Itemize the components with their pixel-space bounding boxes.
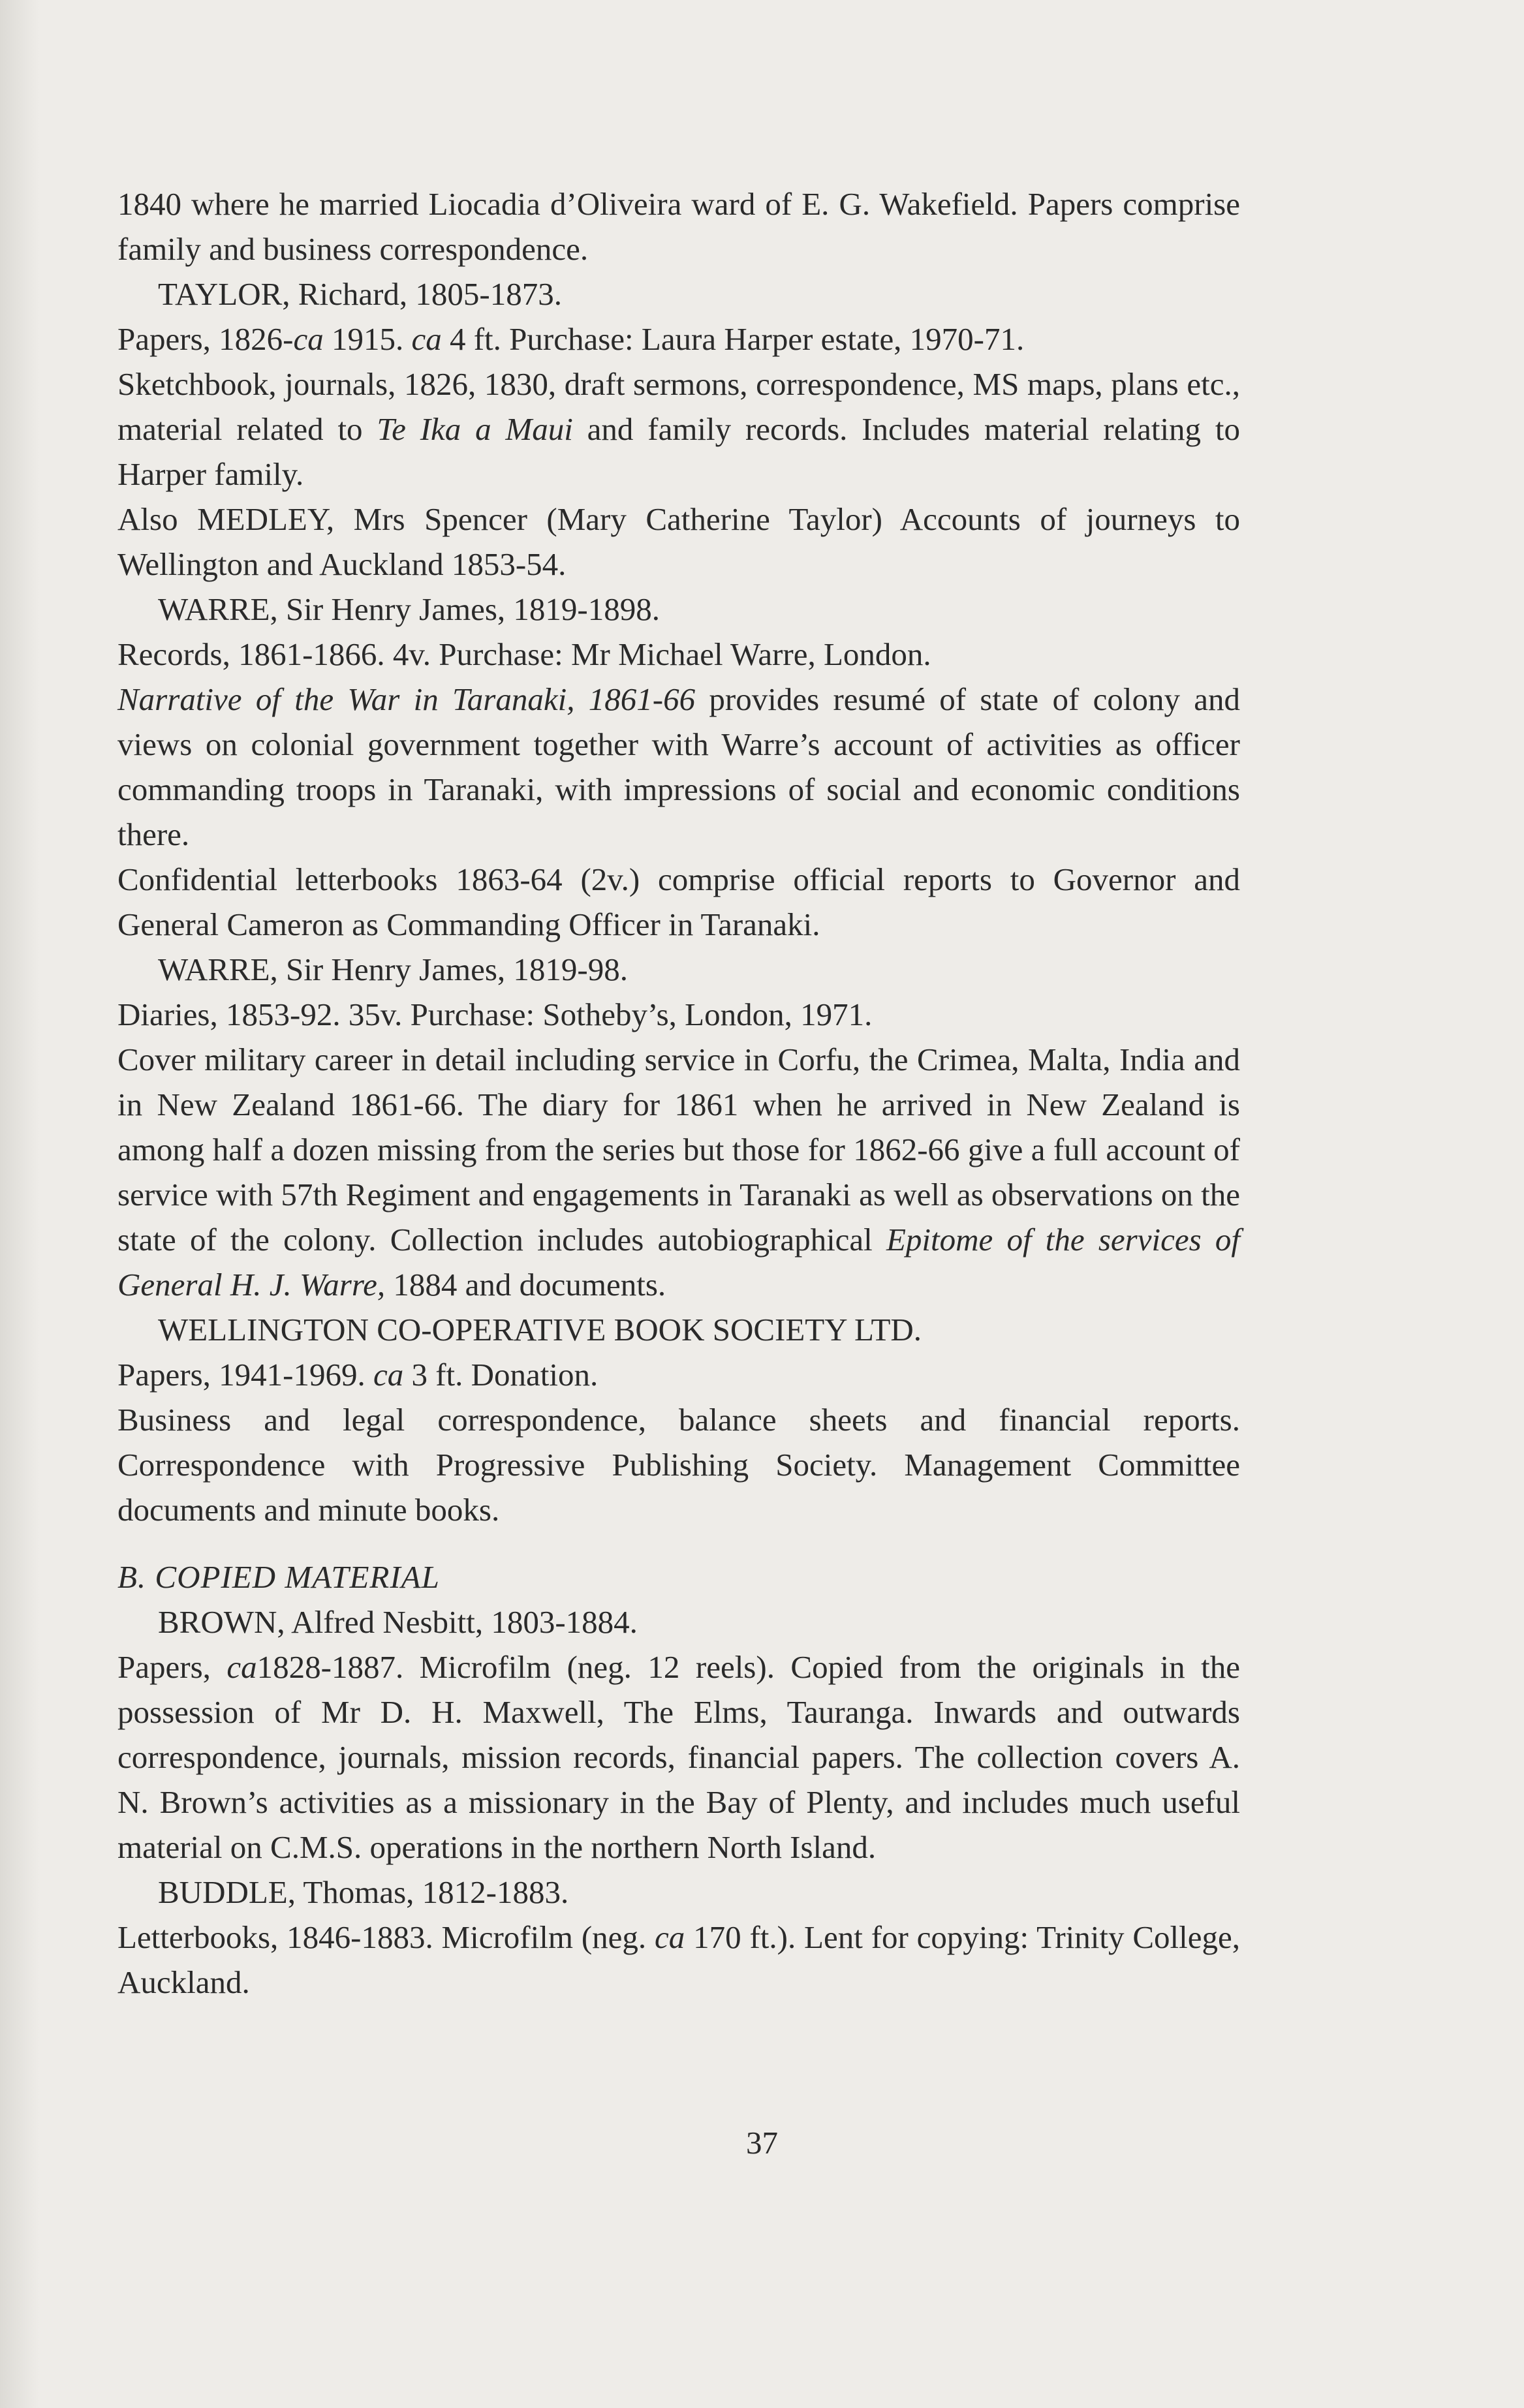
text-run: Confidential letterbooks 1863-64 (2v.) comprise official reports to Governor and General Cameron as Commanding Officer in Taranaki. bbox=[117, 861, 1240, 942]
entry-heading bbox=[117, 1870, 1240, 1915]
page-edge-shadow bbox=[0, 0, 39, 2408]
text-run: WELLINGTON CO-OPERATIVE BOOK SOCIETY LTD. bbox=[158, 1312, 922, 1348]
entry-paragraph bbox=[117, 857, 1240, 947]
section-a-entries bbox=[117, 181, 1240, 1532]
entry-heading bbox=[117, 271, 1240, 316]
entry-heading bbox=[117, 947, 1240, 992]
entry-paragraph bbox=[117, 1352, 1240, 1397]
text-run: TAYLOR, Richard, 1805-1873. bbox=[158, 276, 562, 312]
text-run: Records, 1861-1866. 4v. Purchase: Mr Michael Warre, London. bbox=[117, 636, 931, 672]
entry-paragraph bbox=[117, 1915, 1240, 2005]
italic-text: Narrative of the War in Taranaki, 1861-66 bbox=[117, 681, 696, 717]
italic-text: ca bbox=[411, 321, 442, 357]
text-run: Papers, bbox=[117, 1649, 227, 1685]
section-b-heading: B. COPIED MATERIAL bbox=[117, 1559, 440, 1595]
section-b-entries bbox=[117, 1599, 1240, 2005]
entry-heading bbox=[117, 1307, 1240, 1352]
entry-paragraph bbox=[117, 677, 1240, 857]
text-run: BROWN, Alfred Nesbitt, 1803-1884. bbox=[158, 1604, 638, 1640]
text-run: and family records. Includes material relating to Harper family. bbox=[117, 411, 1240, 492]
page-number: 37 bbox=[746, 2125, 778, 2161]
text-run: WARRE, Sir Henry James, 1819-1898. bbox=[158, 591, 660, 627]
text-run: 170 ft.). Lent for copying: Trinity College, Auckland. bbox=[117, 1919, 1240, 2000]
text-run: Sketchbook, journals, 1826, 1830, draft sermons, correspondence, MS maps, plans etc., material related to bbox=[117, 366, 1240, 447]
italic-text: ca bbox=[655, 1919, 685, 1955]
italic-text: ca bbox=[226, 1649, 257, 1685]
entry-paragraph bbox=[117, 992, 1240, 1037]
text-run: Cover military career in detail including service in Corfu, the Crimea, Malta, India and in New Zealand 1861-66. The diary for 1861 when he arrived in New Zealand is among half a dozen missing from the series but those for 1862-66 give a full account of service with 57th Regiment and engagements in Taranaki as well as observations on the state of the colony. Collection includes autobiographical bbox=[117, 1042, 1240, 1258]
text-run: Also MEDLEY, Mrs Spencer (Mary Catherine Taylor) Accounts of journeys to Wellington and Auckland 1853-54. bbox=[117, 501, 1240, 582]
italic-text: ca bbox=[373, 1357, 404, 1393]
text-run: BUDDLE, Thomas, 1812-1883. bbox=[158, 1874, 569, 1910]
entry-paragraph bbox=[117, 1644, 1240, 1870]
text-run: 1840 where he married Liocadia d’Oliveira ward of E. G. Wakefield. Papers comprise family and business correspondence. bbox=[117, 186, 1240, 267]
entry-heading bbox=[117, 587, 1240, 632]
entry-heading bbox=[117, 1599, 1240, 1644]
text-run: Business and legal correspondence, balance sheets and financial reports. Correspondence with Progressive Publishing Society. Management Committee documents and minute books. bbox=[117, 1402, 1240, 1528]
text-run: provides resumé of state of colony and views on colonial government together with Warre’s account of activities as officer commanding troops in Taranaki, with impressions of social and economic conditions there. bbox=[117, 681, 1240, 852]
entry-paragraph bbox=[117, 1397, 1240, 1532]
italic-text: ca bbox=[293, 321, 324, 357]
entry-paragraph bbox=[117, 497, 1240, 587]
text-run: Diaries, 1853-92. 35v. Purchase: Sotheby’s, London, 1971. bbox=[117, 996, 873, 1032]
text-run: Papers, 1941-1969. bbox=[117, 1357, 373, 1393]
text-run: 1915. bbox=[323, 321, 412, 357]
entry-paragraph bbox=[117, 316, 1240, 362]
entry-paragraph bbox=[117, 181, 1240, 271]
entry-paragraph bbox=[117, 632, 1240, 677]
text-run: Letterbooks, 1846-1883. Microfilm (neg. bbox=[117, 1919, 655, 1955]
catalogue-text bbox=[117, 181, 1240, 2005]
text-run: Papers, 1826- bbox=[117, 321, 294, 357]
text-run: 4 ft. Purchase: Laura Harper estate, 1970-71. bbox=[441, 321, 1025, 357]
text-run: 1828-1887. Microfilm (neg. 12 reels). Copied from the originals in the possession of Mr D. H. Maxwell, The Elms, Tauranga. Inwards and outwards correspondence, journals, mission records, financial papers. The collection covers A. N. Brown’s activities as a missionary in the Bay of Plenty, and includes much useful material on C.M.S. operations in the northern North Island. bbox=[117, 1649, 1240, 1865]
text-run: WARRE, Sir Henry James, 1819-98. bbox=[158, 951, 628, 987]
text-run: 3 ft. Donation. bbox=[403, 1357, 599, 1393]
entry-paragraph bbox=[117, 362, 1240, 497]
italic-text: Te Ika a Maui bbox=[377, 411, 573, 447]
italic-text: Epitome of the services of General H. J. Warre, bbox=[117, 1222, 1240, 1303]
text-run: 1884 and documents. bbox=[385, 1267, 666, 1303]
entry-paragraph bbox=[117, 1037, 1240, 1307]
